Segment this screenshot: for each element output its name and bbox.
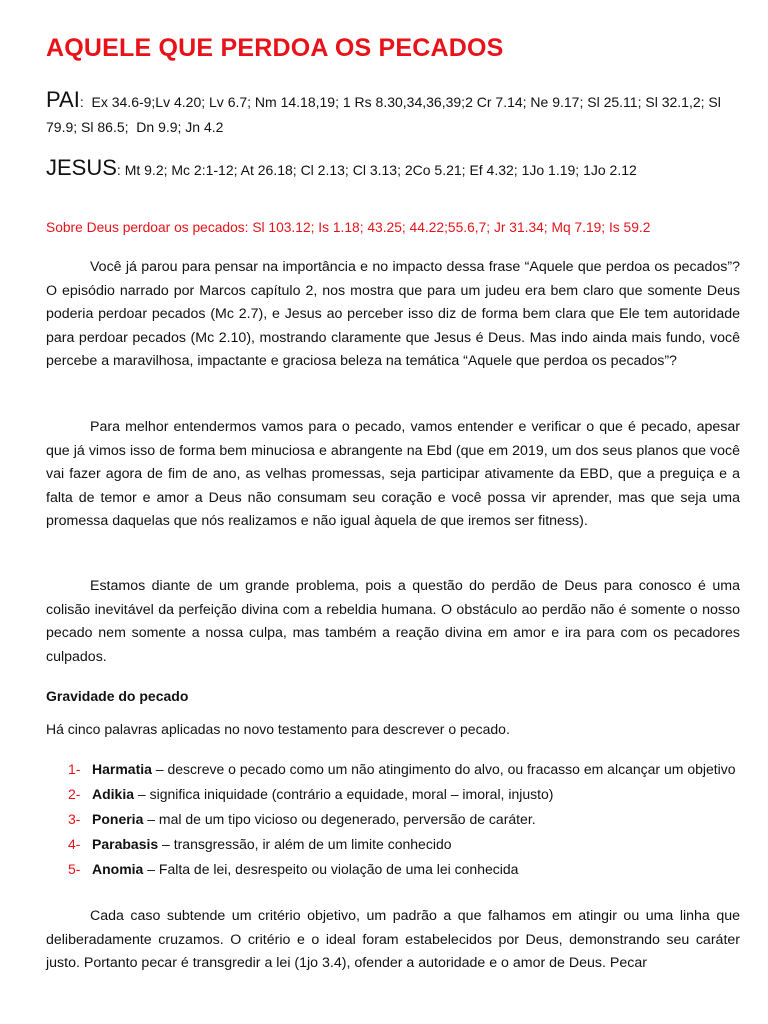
list-description: – Falta de lei, desrespeito ou violação de uma lei conhecida (143, 861, 519, 877)
list-term: Poneria (92, 811, 144, 827)
paragraph-3: Estamos diante de um grande problema, pois a questão do perdão de Deus para conosco é uma colisão inevitável da perfeição divina com a rebeldia humana. O obstáculo ao perdão não é somente o nosso pecado nem somente a nossa culpa, mas também a reação divina em amor e ira para com os pecadores culpados. (46, 578, 740, 665)
list-item (68, 807, 740, 832)
jesus-references (46, 155, 746, 183)
list-number: 3- (68, 811, 81, 827)
section-heading: Gravidade do pecado (46, 688, 189, 704)
list-term: Adikia (92, 786, 135, 802)
paragraph-2: Para melhor entendermos vamos para o pecado, vamos entender e verificar o que é pecado, apesar que já vimos isso de forma bem minuciosa e abrangente na Ebd (que em 2019, um dos seus planos que você vai fazer agora de fim de ano, as velhas promessas, seja participar ativamente da EBD, que a preguiça e a falta de temor e amor a Deus não consumam seu coração e você possa vir aprender, mas que seja uma promessa daquelas que nós realizamos e não igual àquela de que iremos ser fitness). (46, 419, 740, 530)
sin-words-list (68, 757, 740, 882)
list-description: – significa iniquidade (contrário a equidade, moral – imoral, injusto) (134, 786, 554, 802)
list-item (68, 782, 740, 807)
list-number: 4- (68, 836, 81, 852)
paragraph-1: Você já parou para pensar na importância e no impacto dessa frase “Aquele que perdoa os pecados”? O episódio narrado por Marcos capítulo 2, nos mostra que para um judeu era bem claro que somente Deus poderia perdoar pecados (Mc 2.7), e Jesus ao perceber isso diz de forma bem clara que Ele tem autoridade para perdoar pecados (Mc 2.10), mostrando claramente que Jesus é Deus. Mas indo ainda mais fundo, você percebe a maravilhosa, impactante e graciosa beleza na temática “Aquele que perdoa os pecados”? (46, 259, 740, 370)
document-title: AQUELE QUE PERDOA OS PECADOS (46, 34, 504, 62)
list-item (68, 832, 740, 857)
list-term: Harmatia (92, 761, 152, 777)
list-item (68, 857, 740, 882)
list-description: – transgressão, ir além de um limite conhecido (158, 836, 452, 852)
list-term: Parabasis (92, 836, 159, 852)
paragraph-4: Cada caso subtende um critério objetivo, um padrão a que falhamos em atingir ou uma linha que deliberadamente cruzamos. O critério e o ideal foram estabelecidos por Deus, demonstrando seu caráter justo. Portanto pecar é transgredir a lei (1jo 3.4), ofender a autoridade e o amor de Deus. Pecar (46, 908, 740, 972)
list-number: 5- (68, 861, 81, 877)
list-description: – mal de um tipo vicioso ou degenerado, perversão de caráter. (143, 811, 536, 827)
forgiveness-references: Sobre Deus perdoar os pecados: Sl 103.12; Is 1.18; 43.25; 44.22;55.6,7; Jr 31.34; Mq 7.19; Is 59.2 (46, 220, 651, 235)
list-description: – descreve o pecado como um não atingimento do alvo, ou fracasso em alcançar um objetivo (151, 761, 736, 777)
list-intro: Há cinco palavras aplicadas no novo testamento para descrever o pecado. (46, 721, 510, 737)
jesus-label: JESUS (46, 155, 117, 180)
list-item (68, 757, 740, 782)
list-number: 2- (68, 786, 81, 802)
pai-separator: : (79, 94, 84, 110)
list-term: Anomia (92, 861, 144, 877)
list-number: 1- (68, 761, 81, 777)
pai-refs: Ex 34.6-9;Lv 4.20; Lv 6.7; Nm 14.18,19; 1 Rs 8.30,34,36,39;2 Cr 7.14; Ne 9.17; Sl 25.11; Sl 32.1,2; Sl 79.9; Sl 86.5; Dn 9.9; Jn 4.2 (46, 94, 725, 135)
pai-label: PAI (46, 87, 80, 112)
jesus-refs: : Mt 9.2; Mc 2:1-12; At 26.18; Cl 2.13; Cl 3.13; 2Co 5.21; Ef 4.32; 1Jo 1.19; 1Jo 2.12 (116, 162, 637, 178)
pai-references (46, 87, 746, 140)
